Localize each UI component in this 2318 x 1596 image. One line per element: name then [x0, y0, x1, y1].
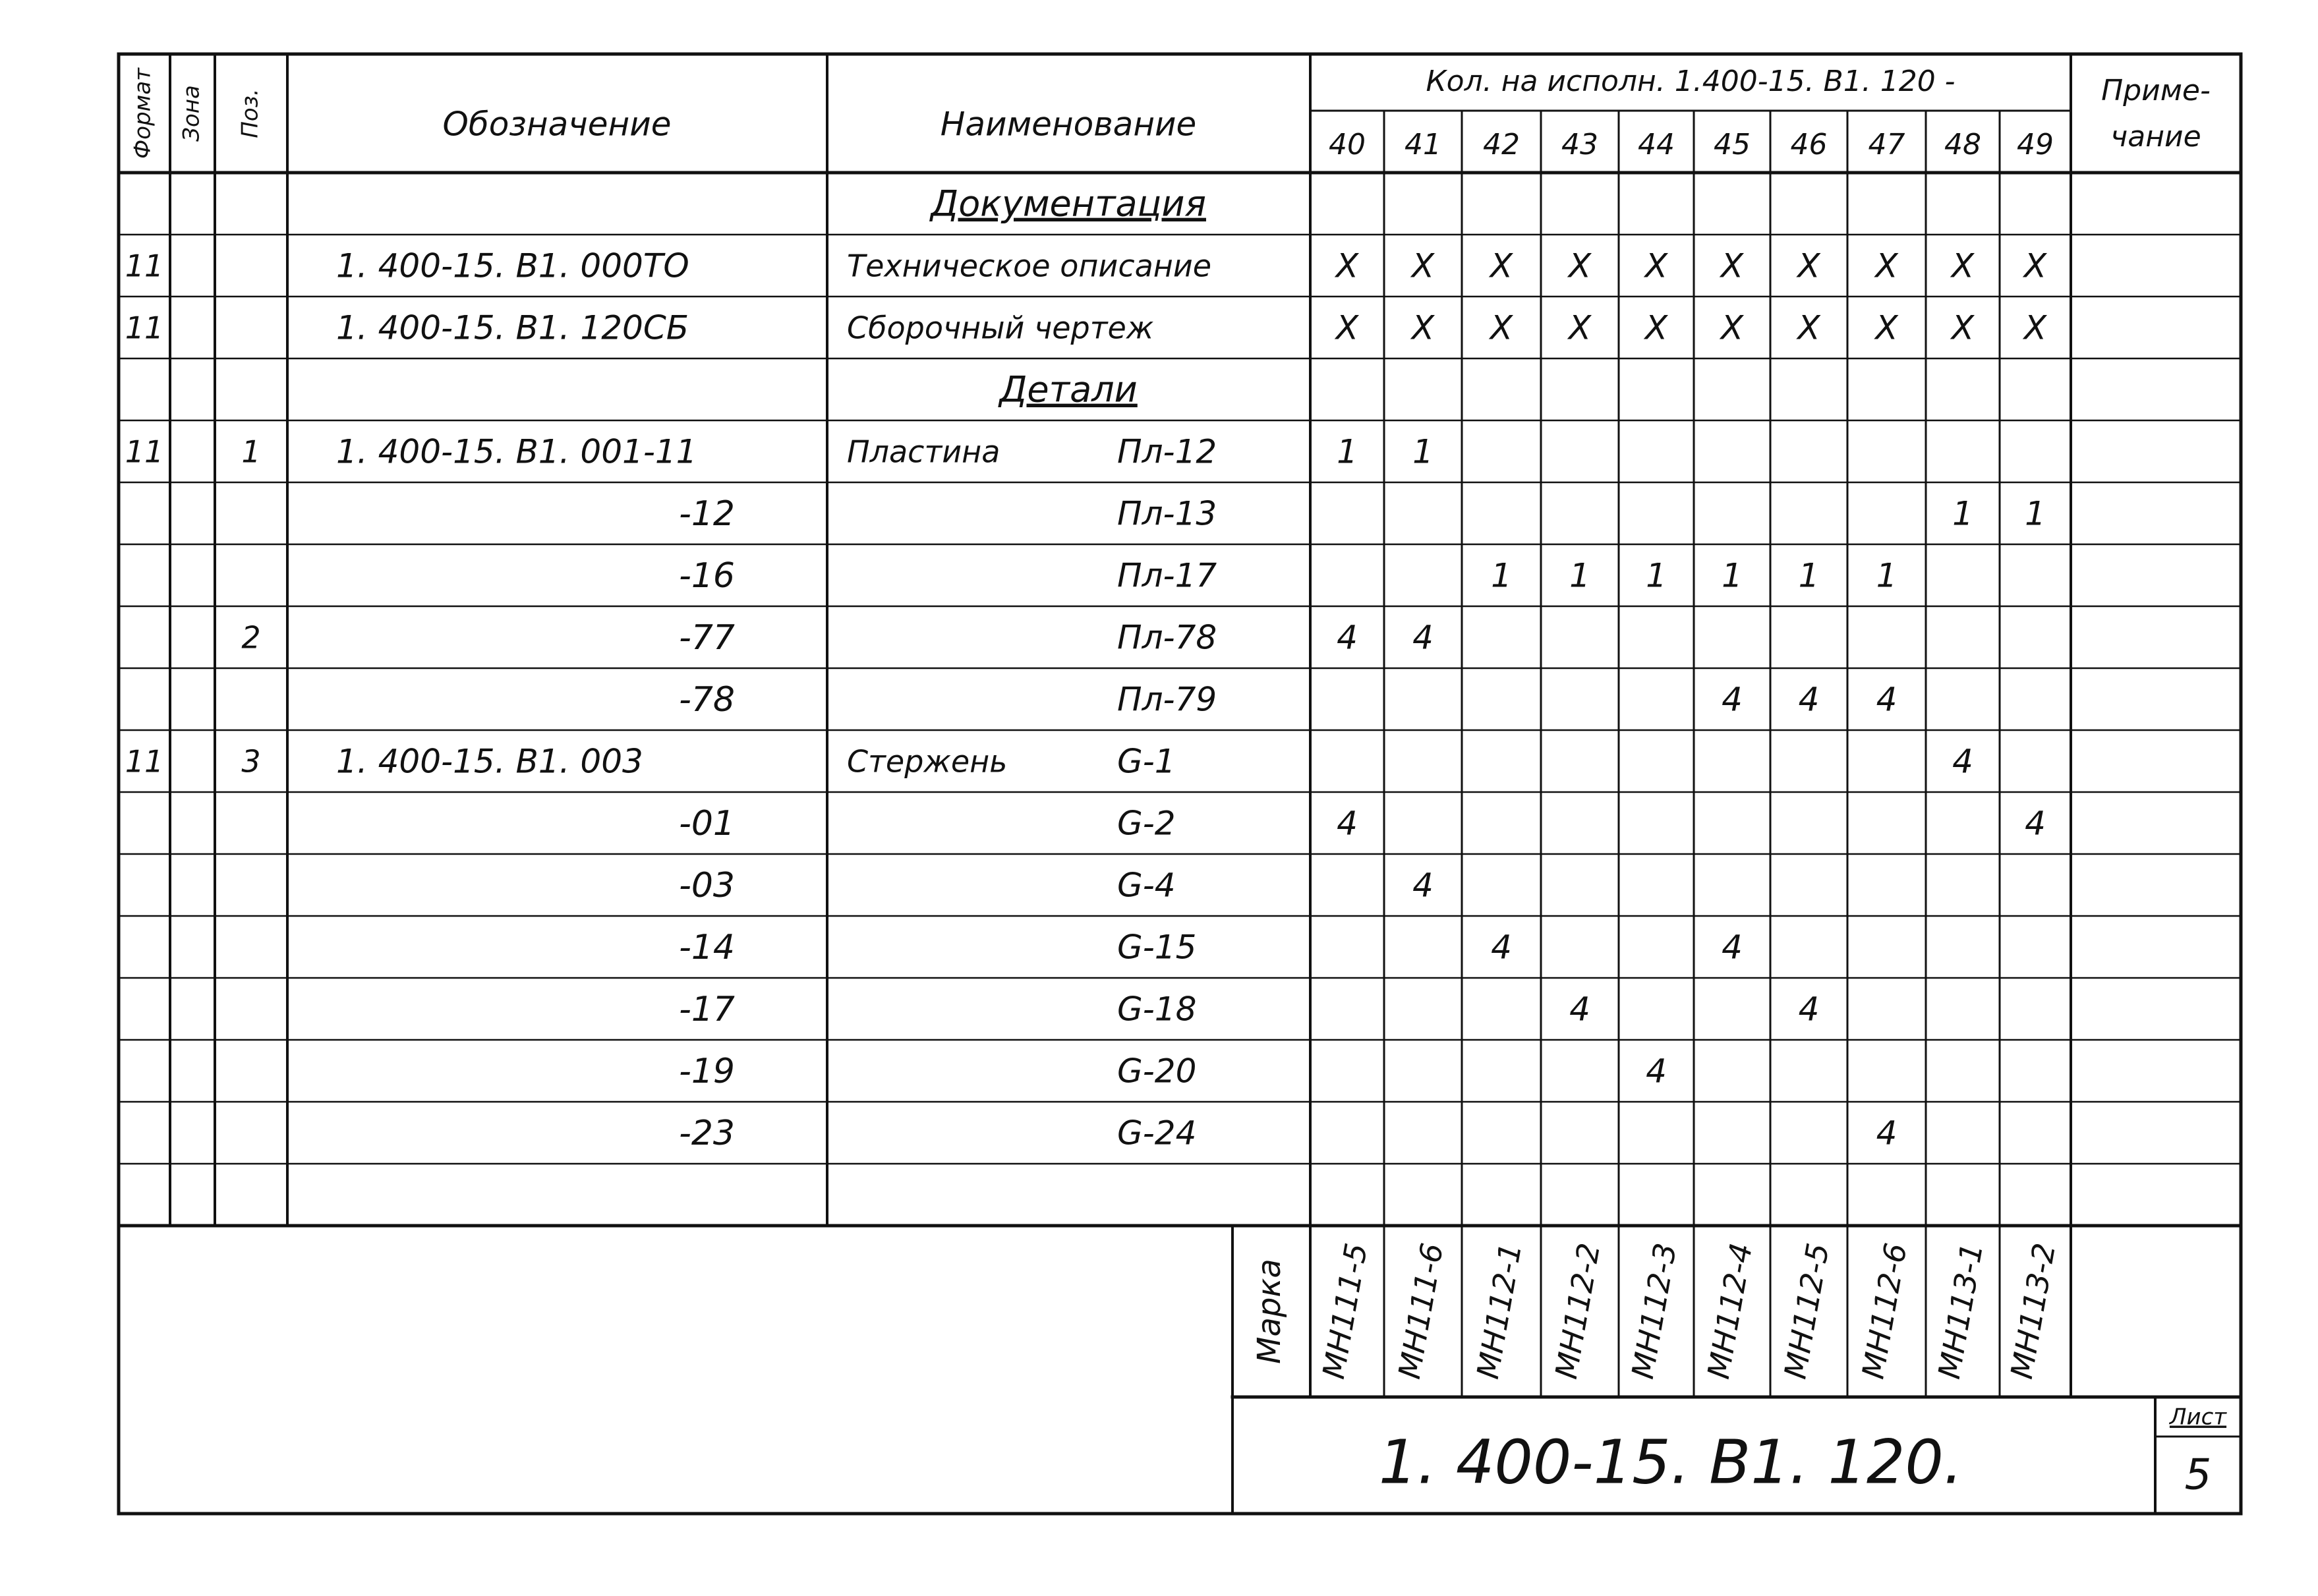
- qty-cell: X: [1720, 308, 1744, 347]
- qty-cell: 4: [1798, 990, 1820, 1029]
- row-designation: -12: [679, 494, 735, 534]
- qty-cell: 4: [1646, 1052, 1667, 1091]
- row-mark: Пл-13: [1117, 494, 1217, 533]
- row-mark: G-2: [1117, 804, 1176, 843]
- qty-cell: 1: [1569, 556, 1590, 595]
- marka-value: МН112-1: [1469, 1240, 1529, 1382]
- qty-column-header: 45: [1714, 128, 1751, 161]
- row-mark: Пл-79: [1117, 680, 1217, 719]
- row-designation: 1. 400-15. В1. 000ТО: [336, 246, 689, 285]
- qty-cell: 1: [1798, 556, 1820, 595]
- qty-cell: X: [1644, 308, 1668, 347]
- marka-value: МН112-2: [1548, 1240, 1608, 1382]
- qty-cell: 4: [1722, 928, 1743, 967]
- row-designation: -03: [679, 866, 735, 905]
- qty-column-header: 41: [1405, 128, 1441, 161]
- row-name: Пластина: [847, 434, 1000, 470]
- qty-cell: X: [1797, 246, 1820, 285]
- header-note-line2: чание: [2110, 120, 2201, 154]
- row-name: Стержень: [847, 743, 1008, 780]
- row-designation: -77: [679, 618, 735, 658]
- row-mark: G-4: [1117, 866, 1176, 905]
- row-mark: G-15: [1117, 928, 1197, 967]
- qty-cell: 4: [1798, 680, 1820, 719]
- qty-column-header: 47: [1868, 128, 1905, 161]
- row-designation: 1. 400-15. В1. 003: [336, 742, 643, 781]
- row-pos: 3: [241, 743, 261, 780]
- qty-cell: X: [2023, 308, 2047, 347]
- header-name: Наименование: [940, 105, 1197, 144]
- qty-cell: X: [1335, 246, 1359, 285]
- row-mark: G-1: [1117, 742, 1176, 781]
- qty-cell: 4: [1952, 742, 1973, 781]
- row-mark: Пл-12: [1117, 432, 1217, 471]
- qty-cell: 1: [1722, 556, 1743, 595]
- qty-cell: X: [1951, 308, 1975, 347]
- qty-cell: 4: [1412, 618, 1434, 657]
- qty-cell: X: [1951, 246, 1975, 285]
- row-designation: -78: [679, 680, 735, 720]
- marka-value: МН112-3: [1624, 1240, 1684, 1382]
- row-format: 11: [125, 310, 164, 346]
- qty-cell: X: [1720, 246, 1744, 285]
- qty-cell: 1: [1876, 556, 1898, 595]
- row-designation: 1. 400-15. В1. 120СБ: [336, 308, 689, 347]
- qty-cell: 4: [1876, 680, 1898, 719]
- row-mark: G-20: [1117, 1052, 1197, 1091]
- qty-cell: X: [1568, 246, 1592, 285]
- row-format: 11: [125, 743, 164, 780]
- qty-cell: 1: [1646, 556, 1667, 595]
- qty-column-header: 44: [1638, 128, 1675, 161]
- qty-cell: X: [1875, 246, 1898, 285]
- qty-cell: X: [1644, 246, 1668, 285]
- qty-cell: 1: [1952, 494, 1973, 533]
- qty-column-header: 49: [2017, 128, 2054, 161]
- document-number: 1. 400-15. В1. 120.: [1378, 1427, 1963, 1498]
- header-note-line1: Приме-: [2101, 74, 2211, 107]
- qty-cell: 4: [2025, 804, 2046, 843]
- qty-column-header: 48: [1944, 128, 1981, 161]
- qty-cell: X: [1411, 246, 1435, 285]
- row-pos: 2: [241, 619, 261, 656]
- header-format: Формат: [129, 68, 156, 159]
- qty-cell: 1: [1491, 556, 1512, 595]
- qty-cell: 4: [1722, 680, 1743, 719]
- row-name: Техническое описание: [847, 248, 1212, 284]
- header-designation: Обозначение: [442, 105, 672, 144]
- marka-value: МН113-2: [2003, 1240, 2063, 1382]
- sheet-label: Лист: [2169, 1404, 2227, 1431]
- qty-cell: X: [2023, 246, 2047, 285]
- row-mark: Пл-17: [1117, 556, 1217, 595]
- marka-value: МН113-1: [1930, 1240, 1990, 1382]
- row-mark: G-18: [1117, 990, 1197, 1029]
- row-pos: 1: [241, 434, 261, 470]
- row-designation: -14: [679, 928, 735, 967]
- header-zone: Зона: [178, 85, 205, 142]
- section-title: Детали: [999, 368, 1138, 411]
- qty-column-header: 40: [1329, 128, 1366, 161]
- qty-cell: 1: [1337, 432, 1358, 471]
- qty-cell: X: [1797, 308, 1820, 347]
- qty-cell: 4: [1491, 928, 1512, 967]
- row-designation: -01: [679, 804, 735, 843]
- marka-value: МН112-4: [1700, 1240, 1760, 1382]
- qty-cell: X: [1335, 308, 1359, 347]
- qty-cell: 4: [1876, 1114, 1898, 1153]
- qty-column-header: 43: [1561, 128, 1598, 161]
- qty-column-header: 42: [1483, 128, 1520, 161]
- section-title: Документация: [931, 183, 1206, 225]
- marka-value: МН111-6: [1391, 1240, 1451, 1382]
- qty-cell: 4: [1337, 618, 1358, 657]
- qty-cell: X: [1490, 246, 1513, 285]
- qty-cell: X: [1490, 308, 1513, 347]
- qty-cell: X: [1568, 308, 1592, 347]
- qty-cell: 4: [1412, 866, 1434, 905]
- marka-value: МН112-6: [1855, 1240, 1914, 1382]
- row-designation: 1. 400-15. В1. 001-11: [336, 432, 697, 471]
- qty-cell: 4: [1569, 990, 1590, 1029]
- row-mark: G-24: [1117, 1114, 1197, 1153]
- row-mark: Пл-78: [1117, 618, 1217, 657]
- row-designation: -23: [679, 1114, 735, 1153]
- header-pos: Поз.: [237, 88, 264, 138]
- qty-cell: X: [1411, 308, 1435, 347]
- qty-cell: X: [1875, 308, 1898, 347]
- row-designation: -16: [679, 556, 735, 596]
- header-qty-caption: Кол. на исполн. 1.400-15. В1. 120 -: [1426, 65, 1956, 98]
- row-designation: -19: [679, 1052, 735, 1091]
- row-format: 11: [125, 434, 164, 470]
- qty-cell: 4: [1337, 804, 1358, 843]
- qty-cell: 1: [2025, 494, 2046, 533]
- marka-value: МН112-5: [1777, 1240, 1836, 1382]
- qty-cell: 1: [1412, 432, 1434, 471]
- marka-label: Марка: [1251, 1259, 1288, 1364]
- marka-value: МН111-5: [1315, 1240, 1375, 1382]
- row-format: 11: [125, 248, 164, 284]
- sheet-number: 5: [2184, 1450, 2212, 1500]
- qty-column-header: 46: [1790, 128, 1828, 161]
- row-name: Сборочный чертеж: [847, 310, 1154, 346]
- row-designation: -17: [679, 990, 735, 1029]
